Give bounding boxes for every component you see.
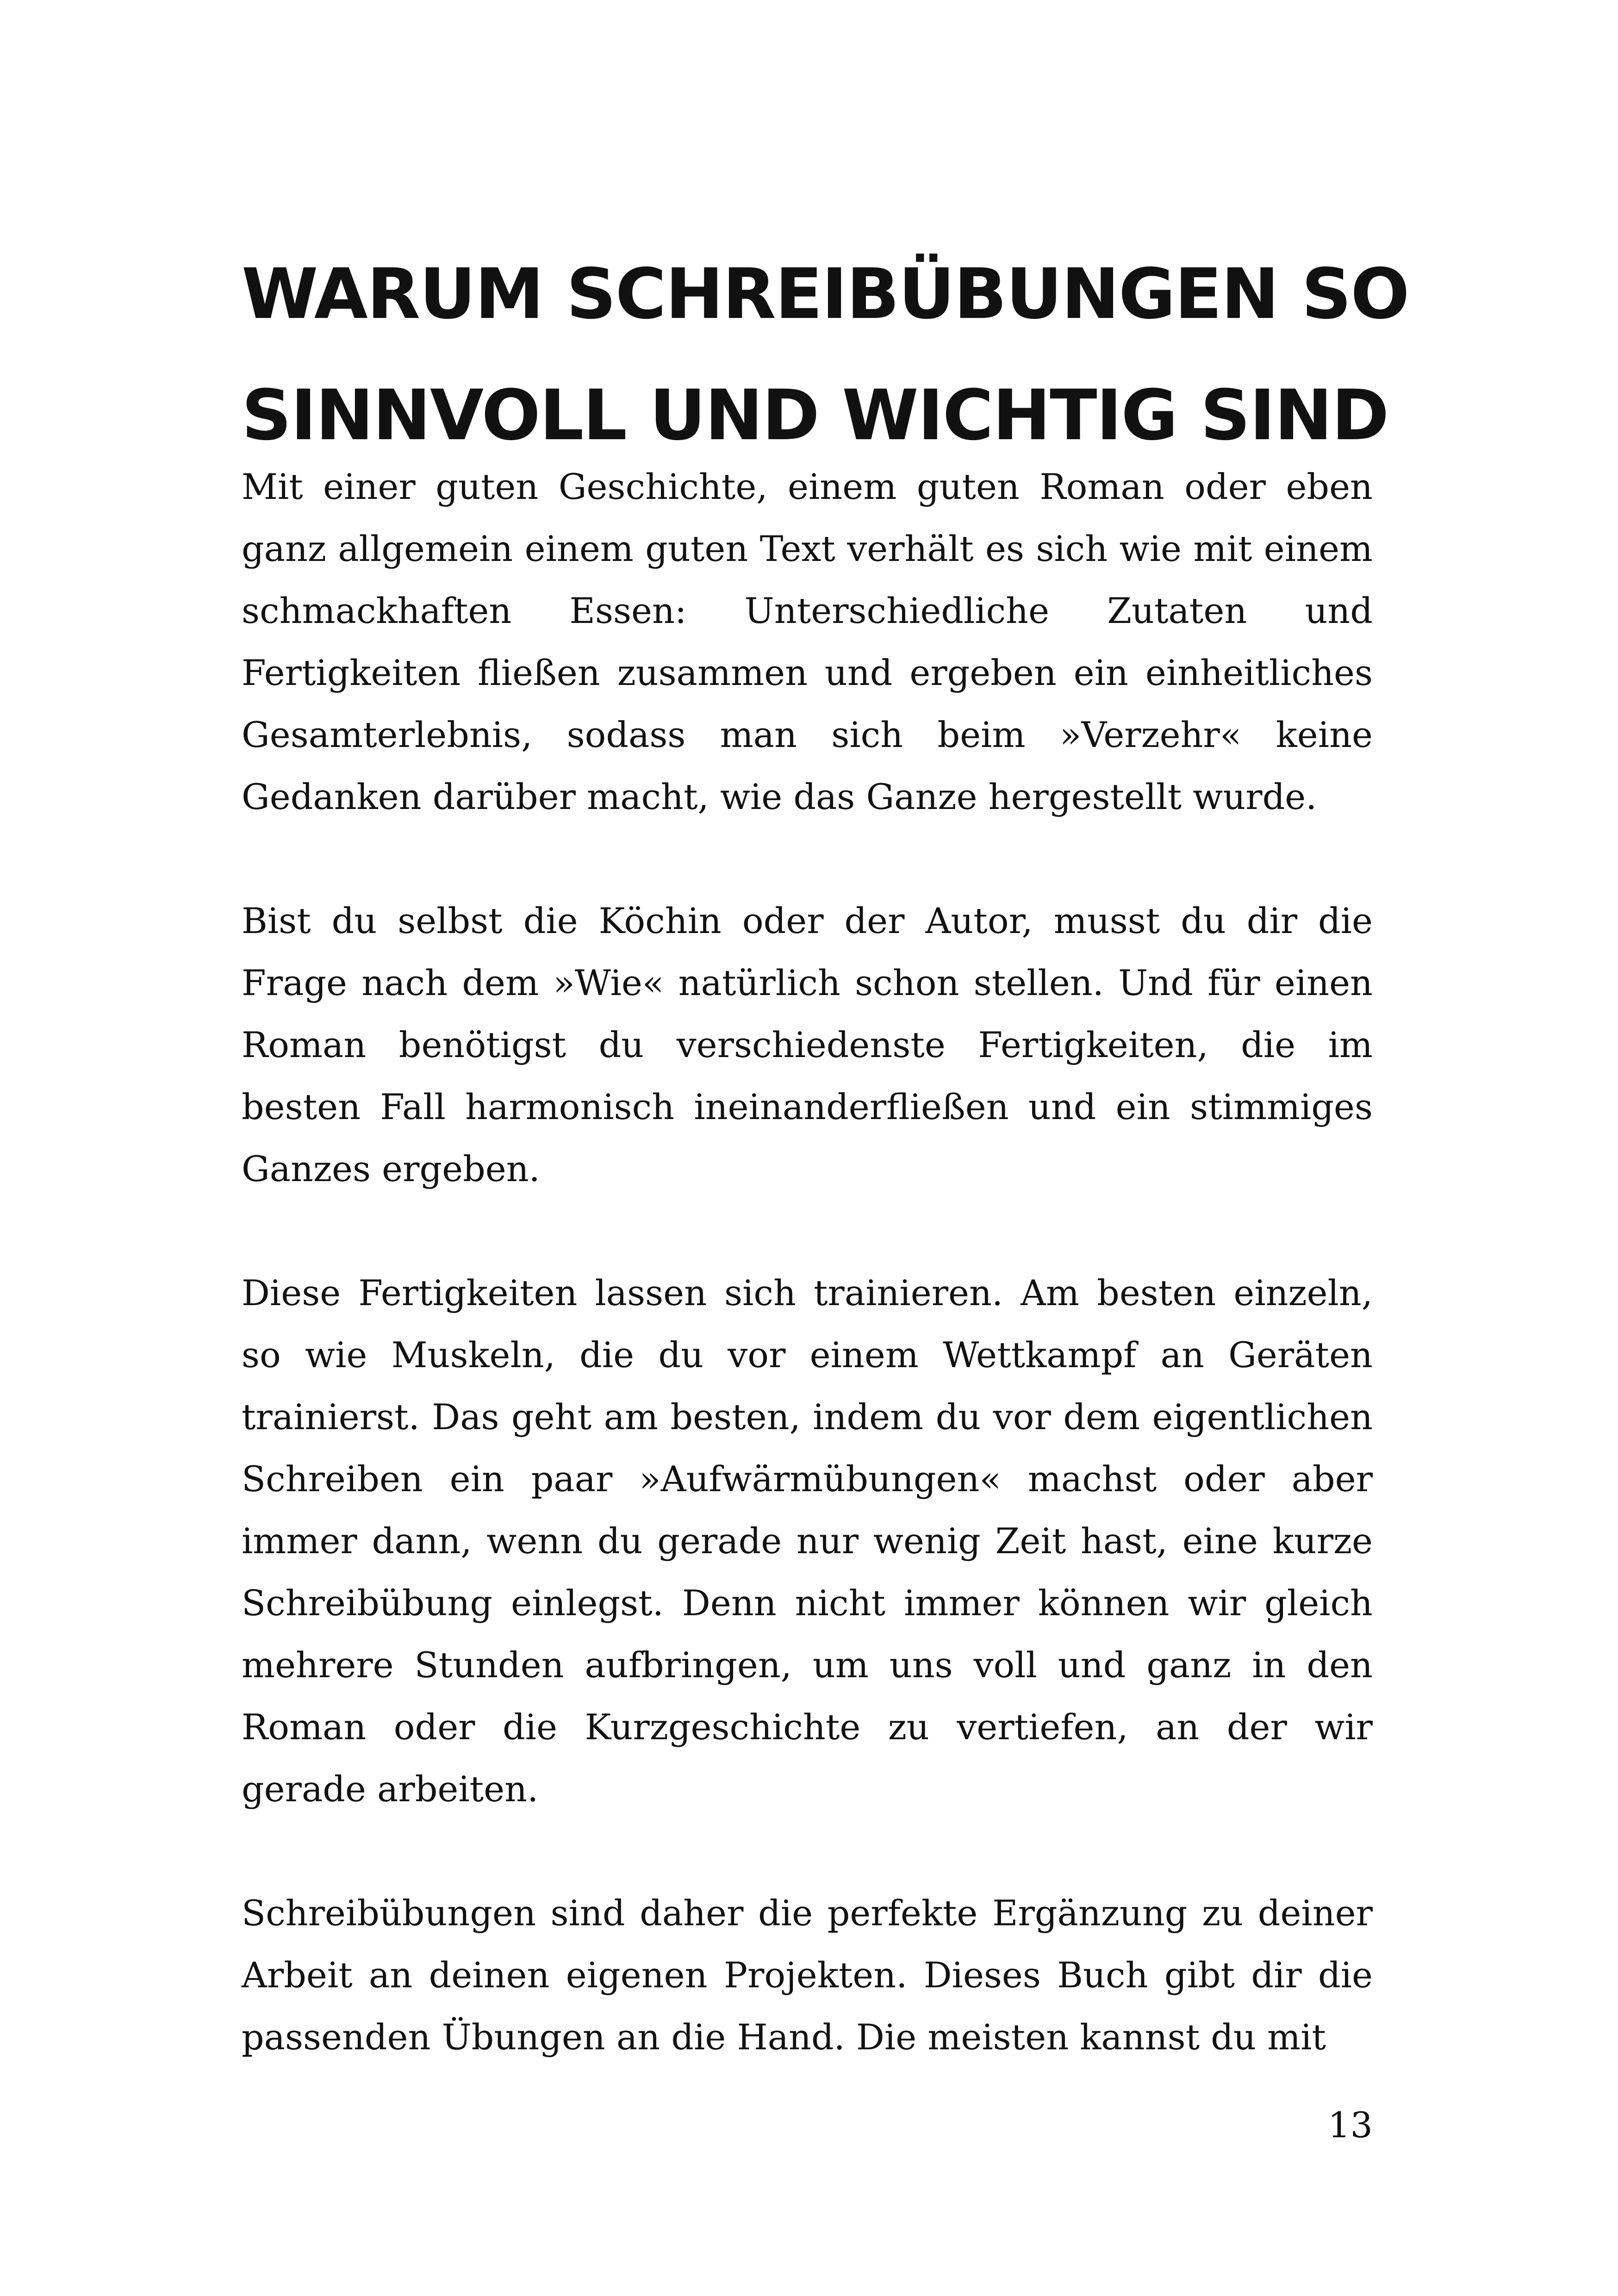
chapter-heading-line-2: SINNVOLL UND WICHTIG SIND	[242, 375, 1388, 456]
page-number: 13	[1328, 2104, 1373, 2146]
paragraph-1: Mit einer guten Geschichte, einem guten Roman oder eben ganz allgemein einem guten Text verhält es sich wie mit einem schmackhaften Essen: Unterschiedliche Zutaten und Fertigkeiten fließen zusammen und ergeben ein einheitliches Gesamterlebnis, sodass man sich beim »Verzehr« keine Gedanken darüber macht, wie das Ganze hergestellt wurde.	[242, 466, 1373, 817]
body-text	[242, 456, 1373, 2130]
chapter-heading-line-1: WARUM SCHREIBÜBUNGEN SO	[242, 254, 1409, 335]
paragraph-4: Schreibübungen sind daher die perfekte Ergänzung zu deiner Arbeit an deinen eigenen Projekten. Dieses Buch gibt dir die passenden Übungen an die Hand. Die meisten kannst du mit	[242, 1892, 1373, 2058]
paragraph-3: Diese Fertigkeiten lassen sich trainieren. Am besten einzeln, so wie Muskeln, die du vor einem Wettkampf an Geräten trainierst. Das geht am besten, indem du vor dem eigentlichen Schreiben ein paar »Aufwärmübungen« machst oder aber immer dann, wenn du gerade nur wenig Zeit hast, eine kurze Schreibübung einlegst. Denn nicht immer können wir gleich mehrere Stunden aufbringen, um uns voll und ganz in den Roman oder die Kurzgeschichte zu vertiefen, an der wir gerade arbeiten.	[242, 1272, 1373, 1810]
paragraph-2: Bist du selbst die Köchin oder der Autor, musst du dir die Frage nach dem »Wie« natürlich schon stellen. Und für einen Roman benötigst du verschiedenste Fertigkeiten, die im besten Fall harmonisch ineinanderfließen und ein stimmiges Ganzes ergeben.	[242, 900, 1373, 1189]
chapter-heading	[242, 234, 1409, 476]
